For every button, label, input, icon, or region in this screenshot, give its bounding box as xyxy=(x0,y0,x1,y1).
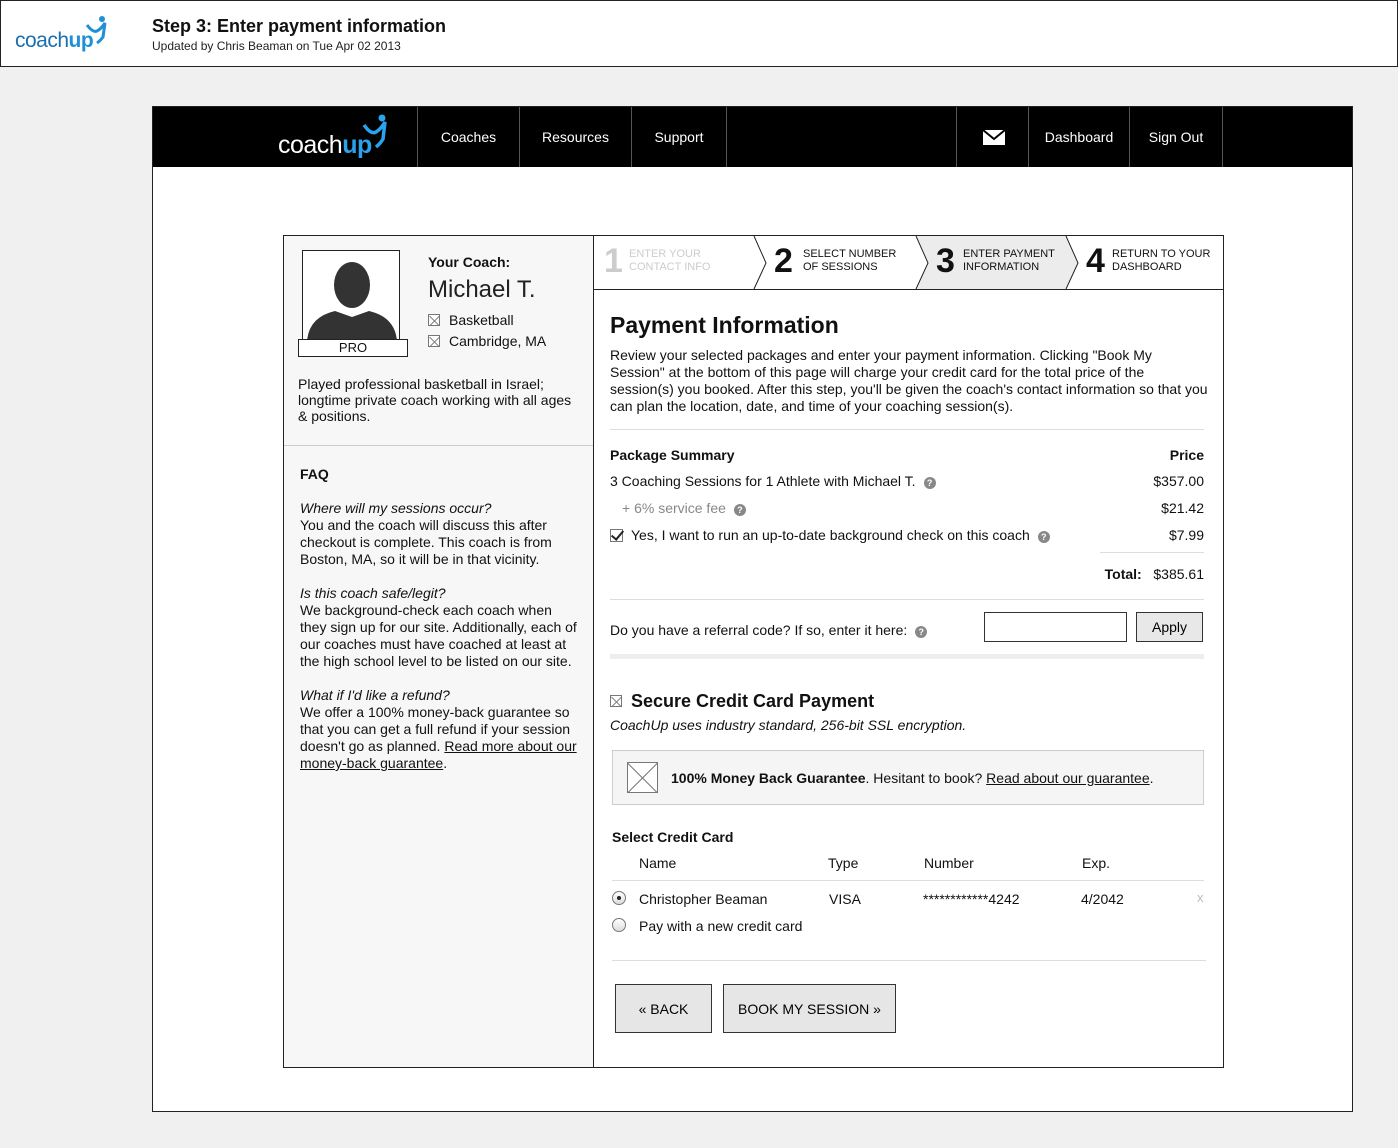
coach-sport: Basketball xyxy=(428,312,514,328)
faq-answer: We offer a 100% money-back guarantee so that you can get a full refund if your session doesn't go as planned. Read more about our money-back guarantee. xyxy=(300,704,577,771)
referral-code-input[interactable] xyxy=(984,612,1127,642)
faq-answer: We background-check each coach when they sign up for our site. Additionally, each of our coaches must have coached at least at the high school level to be listed on our site. xyxy=(300,602,577,669)
help-icon[interactable]: ? xyxy=(1038,531,1050,543)
wireframe-header xyxy=(0,0,1398,67)
secure-payment-subtitle: CoachUp uses industry standard, 256-bit SSL encryption. xyxy=(610,717,967,733)
faq-answer: You and the coach will discuss this after checkout is complete. This coach is from Boston, MA, so it will be in that vicinity. xyxy=(300,517,552,567)
sport-icon xyxy=(428,314,440,326)
help-icon[interactable]: ? xyxy=(915,626,927,638)
avatar xyxy=(302,250,400,340)
page-title: Step 3: Enter payment information xyxy=(152,16,447,36)
nav-sign-out[interactable]: Sign Out xyxy=(1129,107,1223,167)
payment-intro: Review your selected packages and enter your payment information. Clicking "Book My Session" at the bottom of this page will charge your credit card for the total price of the session(s) you booked. After this step, you'll be given the coach's contact information so that you can plan the location, date, and time of your coaching session(s). xyxy=(610,347,1208,414)
pro-badge: PRO xyxy=(298,339,408,357)
coach-label: Your Coach: xyxy=(428,254,511,270)
step-payment: 3 ENTER PAYMENT INFORMATION xyxy=(936,242,1055,280)
step-contact-info: 1 ENTER YOUR CONTACT INFO xyxy=(604,242,711,280)
card-number: ************4242 xyxy=(923,891,1020,907)
checkout-panel: PRO Your Coach: Michael T. Basketball Cambridge, MA Played professional basketball in Israel; longtime private coach working with all ages & positions. FAQ Where will my sessions occur? You and the coach will discuss this after checkout is complete. This coach is from Boston, MA, so it will be in that vicinity. Is this coach safe/legit? We background-check each coach when they sign up for our site. Additionally, each of our coaches must have coached at least at the high school level to be listed on our site. What if I'd like a refund? We offer a 100% money-back guarantee so that you can get a full refund if your session doesn't go as planned. Read more about our money-back guarantee. 1 ENTER YOUR CONTACT INFO 2 SELECT NUMBER OF SESSIONS 3 ENTER PAYMENT INFORMATION 4 RETURN TO YOUR DASHBOARD Payment Information Review your selected packages and enter your payment information. Clicking "Book My Session" at the bottom of this page will charge your credit card for the total price of the session(s) you booked. After this step, you'll be given the coach's contact information so that you can plan the location, date, and time of your coaching session(s). Package Summary Price 3 Coaching Sessions for 1 Athlete with Michael T. ? $357.00 + 6% service fee ? $21.42 Yes, I want to run an up-to-date background check on this coach ? $7.99 Total: $385.61 Do you have a referral code? If so, enter it here: ? Apply Secure Credit Card Payment CoachUp uses industry standard, 256-bit SSL encryption. 100% Money Back Guarantee. Hesitant to book? Read about our guarantee. Select Credit Card Name Type Number Exp. Christopher Beaman VISA ************4242 4/2042 x Pay with a new credit card « BACK BOOK MY SESSION » xyxy=(283,235,1224,1068)
top-nav xyxy=(153,107,1352,167)
back-button[interactable]: « BACK xyxy=(615,984,712,1033)
faq-question: Where will my sessions occur? xyxy=(300,500,492,516)
card-name: Christopher Beaman xyxy=(639,891,768,907)
card-type: VISA xyxy=(829,891,861,907)
checkout-steps xyxy=(594,236,1223,290)
divider xyxy=(610,599,1204,600)
divider xyxy=(612,960,1206,961)
select-card-title: Select Credit Card xyxy=(612,829,734,845)
nav-support[interactable]: Support xyxy=(631,107,727,167)
referral-row: Do you have a referral code? If so, enter it here: ? xyxy=(610,622,1204,638)
money-back-link[interactable]: Read more about our money-back guarantee xyxy=(300,738,577,771)
faq-section xyxy=(300,466,582,789)
section-divider xyxy=(610,654,1204,659)
page-subtitle: Updated by Chris Beaman on Tue Apr 02 2013 xyxy=(152,39,401,53)
person-silhouette-icon xyxy=(303,251,400,340)
service-fee-row: + 6% service fee ? $21.42 xyxy=(622,500,1204,516)
help-icon[interactable]: ? xyxy=(734,504,746,516)
nav-coaches[interactable]: Coaches xyxy=(417,107,519,167)
nav-resources[interactable]: Resources xyxy=(519,107,631,167)
guarantee-link[interactable]: Read about our guarantee xyxy=(986,770,1150,786)
step-sessions: 2 SELECT NUMBER OF SESSIONS xyxy=(774,242,897,280)
nav-logo[interactable]: coachup xyxy=(278,113,398,163)
coach-sidebar xyxy=(284,236,594,1067)
total-divider xyxy=(1100,552,1204,553)
lock-icon xyxy=(610,695,622,707)
coach-bio: Played professional basketball in Israel; longtime private coach working with all ages & positions. xyxy=(298,376,572,424)
envelope-icon[interactable] xyxy=(956,107,1028,167)
coach-location: Cambridge, MA xyxy=(428,333,546,349)
help-icon[interactable]: ? xyxy=(924,477,936,489)
nav-dashboard[interactable]: Dashboard xyxy=(1028,107,1129,167)
divider xyxy=(610,429,1204,430)
step-dashboard: 4 RETURN TO YOUR DASHBOARD xyxy=(1086,242,1211,280)
col-name: Name xyxy=(639,855,677,871)
summary-header: Package Summary Price xyxy=(610,447,1204,463)
guarantee-banner: 100% Money Back Guarantee. Hesitant to book? Read about our guarantee. xyxy=(612,750,1204,805)
line-item-row: 3 Coaching Sessions for 1 Athlete with Michael T. ? $357.00 xyxy=(610,473,1204,489)
payment-title: Payment Information xyxy=(610,312,839,338)
faq-question: Is this coach safe/legit? xyxy=(300,585,446,601)
faq-question: What if I'd like a refund? xyxy=(300,687,450,703)
runner-figure-icon xyxy=(360,113,390,149)
divider xyxy=(612,880,1204,881)
col-exp: Exp. xyxy=(1082,855,1111,871)
background-check-checkbox[interactable] xyxy=(610,529,623,542)
runner-figure-icon xyxy=(83,15,109,45)
location-icon xyxy=(428,335,440,347)
col-number: Number xyxy=(924,855,974,871)
guarantee-image-icon xyxy=(627,762,658,793)
site-frame xyxy=(152,106,1353,1112)
remove-card-icon[interactable]: x xyxy=(1197,890,1204,905)
coach-card xyxy=(284,236,593,446)
col-type: Type xyxy=(828,855,859,871)
book-session-button[interactable]: BOOK MY SESSION » xyxy=(723,984,896,1033)
background-check-row: Yes, I want to run an up-to-date background check on this coach ? $7.99 xyxy=(610,527,1204,543)
card-exp: 4/2042 xyxy=(1081,891,1124,907)
new-card-radio[interactable] xyxy=(612,918,626,932)
new-card-label[interactable]: Pay with a new credit card xyxy=(639,918,803,934)
card-radio-selected[interactable] xyxy=(612,891,626,905)
coach-name: Michael T. xyxy=(428,276,536,303)
apply-button[interactable]: Apply xyxy=(1136,612,1203,642)
coachup-logo: coachup xyxy=(15,15,115,55)
secure-payment-heading: Secure Credit Card Payment xyxy=(610,691,1204,712)
faq-title: FAQ xyxy=(300,466,329,482)
